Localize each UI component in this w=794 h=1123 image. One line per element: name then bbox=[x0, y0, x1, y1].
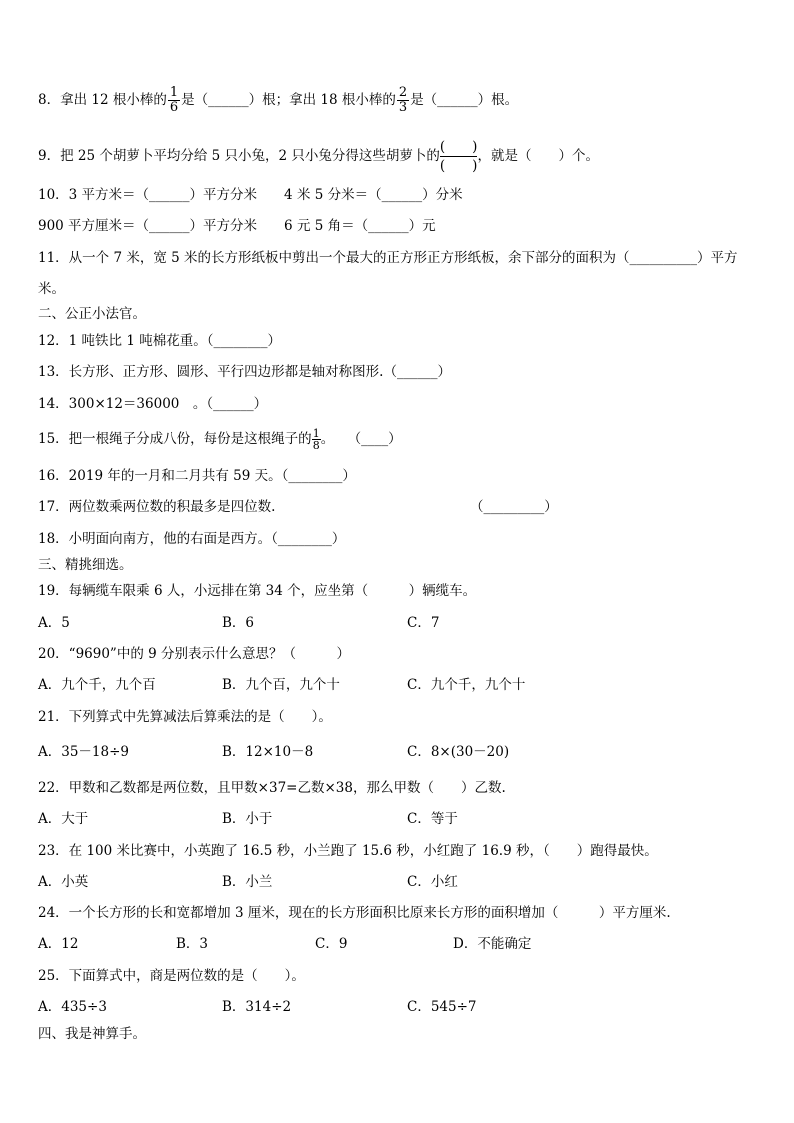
question-15: 15．把一根绳子分成八份，每份是这根绳子的 $\frac{1}{8}$ 。 （____） bbox=[38, 427, 402, 452]
q19-option-a[interactable]: A．5 bbox=[38, 615, 70, 631]
question-13: 13．长方形、正方形、圆形、平行四边形都是轴对称图形.（______） bbox=[38, 364, 451, 380]
q20-option-a[interactable]: A．九个千，九个百 bbox=[38, 677, 156, 693]
q21-option-b[interactable]: B．12×10－8 bbox=[222, 744, 314, 760]
question-24: 24．一个长方形的长和宽都增加 3 厘米，现在的长方形面积比原来长方形的面积增加（ ）平方厘米. bbox=[38, 905, 671, 921]
question-14: 14．300×12＝36000 。（______） bbox=[38, 396, 268, 412]
section-2-heading: 二、公正小法官。 bbox=[38, 306, 146, 322]
question-9: 9．把 25 个胡萝卜平均分给 5 只小兔，2 只小兔分得这些胡萝卜的 $\frac{( )}{( )}$ ，就是（ ）个。 bbox=[38, 139, 599, 174]
q24-option-d[interactable]: D．不能确定 bbox=[453, 936, 532, 952]
q25-option-c[interactable]: C．545÷7 bbox=[407, 999, 477, 1015]
fraction-1-8: $\frac{1}{8}$ bbox=[312, 427, 320, 452]
question-22: 22．甲数和乙数都是两位数，且甲数×37=乙数×38，那么甲数（ ）乙数. bbox=[38, 780, 506, 796]
q23-option-b[interactable]: B．小兰 bbox=[222, 874, 273, 890]
question-11-line-2: 米。 bbox=[38, 281, 65, 297]
question-20: 20．“9690”中的 9 分别表示什么意思？（ ） bbox=[38, 646, 351, 662]
q24-option-a[interactable]: A．12 bbox=[38, 936, 79, 952]
question-8: 8．拿出 12 根小棒的 $\frac{1}{6}$ 是（______）根；拿出 18 根小棒的 $\frac{2}{3}$ 是（______）根。 bbox=[38, 85, 519, 115]
question-19: 19．每辆缆车限乘 6 人，小远排在第 34 个，应坐第（ ）辆缆车。 bbox=[38, 583, 477, 599]
question-17-blank[interactable]: （_________） bbox=[470, 499, 558, 515]
q19-option-c[interactable]: C．7 bbox=[407, 615, 440, 631]
q25-option-b[interactable]: B．314÷2 bbox=[222, 999, 292, 1015]
question-10-line-2: 900 平方厘米＝（______）平方分米 6 元 5 角＝（______）元 bbox=[38, 218, 436, 234]
q25-option-a[interactable]: A．435÷3 bbox=[38, 999, 107, 1015]
q22-option-a[interactable]: A．大于 bbox=[38, 811, 89, 827]
q24-option-b[interactable]: B．3 bbox=[176, 936, 209, 952]
section-3-heading: 三、精挑细选。 bbox=[38, 557, 133, 573]
section-4-heading: 四、我是神算手。 bbox=[38, 1026, 146, 1042]
question-23: 23．在 100 米比赛中，小英跑了 16.5 秒，小兰跑了 15.6 秒，小红跑了 16.9 秒，（ ）跑得最快。 bbox=[38, 843, 658, 859]
question-11-line-1: 11．从一个 7 米，宽 5 米的长方形纸板中剪出一个最大的正方形正方形纸板，余下部分的面积为（__________）平方 bbox=[38, 250, 738, 266]
fraction-2-3: $\frac{2}{3}$ bbox=[398, 85, 408, 115]
question-18: 18．小明面向南方，他的右面是西方。（________） bbox=[38, 531, 346, 547]
q20-option-c[interactable]: C．九个千，九个十 bbox=[407, 677, 526, 693]
question-12: 12．1 吨铁比 1 吨棉花重。（________） bbox=[38, 333, 281, 349]
q23-option-a[interactable]: A．小英 bbox=[38, 874, 89, 890]
question-17: 17．两位数乘两位数的积最多是四位数. bbox=[38, 499, 276, 515]
question-10-line-1: 10．3 平方米＝（______）平方分米 4 米 5 分米＝（______）分米 bbox=[38, 187, 463, 203]
question-16: 16．2019 年的一月和二月共有 59 天。（________） bbox=[38, 468, 356, 484]
q21-option-c[interactable]: C．8×(30－20) bbox=[407, 744, 510, 760]
q20-option-b[interactable]: B．九个百，九个十 bbox=[222, 677, 340, 693]
q22-option-c[interactable]: C．等于 bbox=[407, 811, 458, 827]
blank-fraction[interactable]: $\frac{( )}{( )}$ bbox=[439, 139, 478, 174]
q19-option-b[interactable]: B．6 bbox=[222, 615, 255, 631]
q22-option-b[interactable]: B．小于 bbox=[222, 811, 273, 827]
question-21: 21．下列算式中先算减法后算乘法的是（ ）。 bbox=[38, 709, 332, 725]
question-25: 25．下面算式中，商是两位数的是（ ）。 bbox=[38, 968, 305, 984]
q24-option-c[interactable]: C．9 bbox=[315, 936, 348, 952]
fraction-1-6: $\frac{1}{6}$ bbox=[169, 85, 179, 115]
q21-option-a[interactable]: A．35－18÷9 bbox=[38, 744, 130, 760]
q23-option-c[interactable]: C．小红 bbox=[407, 874, 458, 890]
